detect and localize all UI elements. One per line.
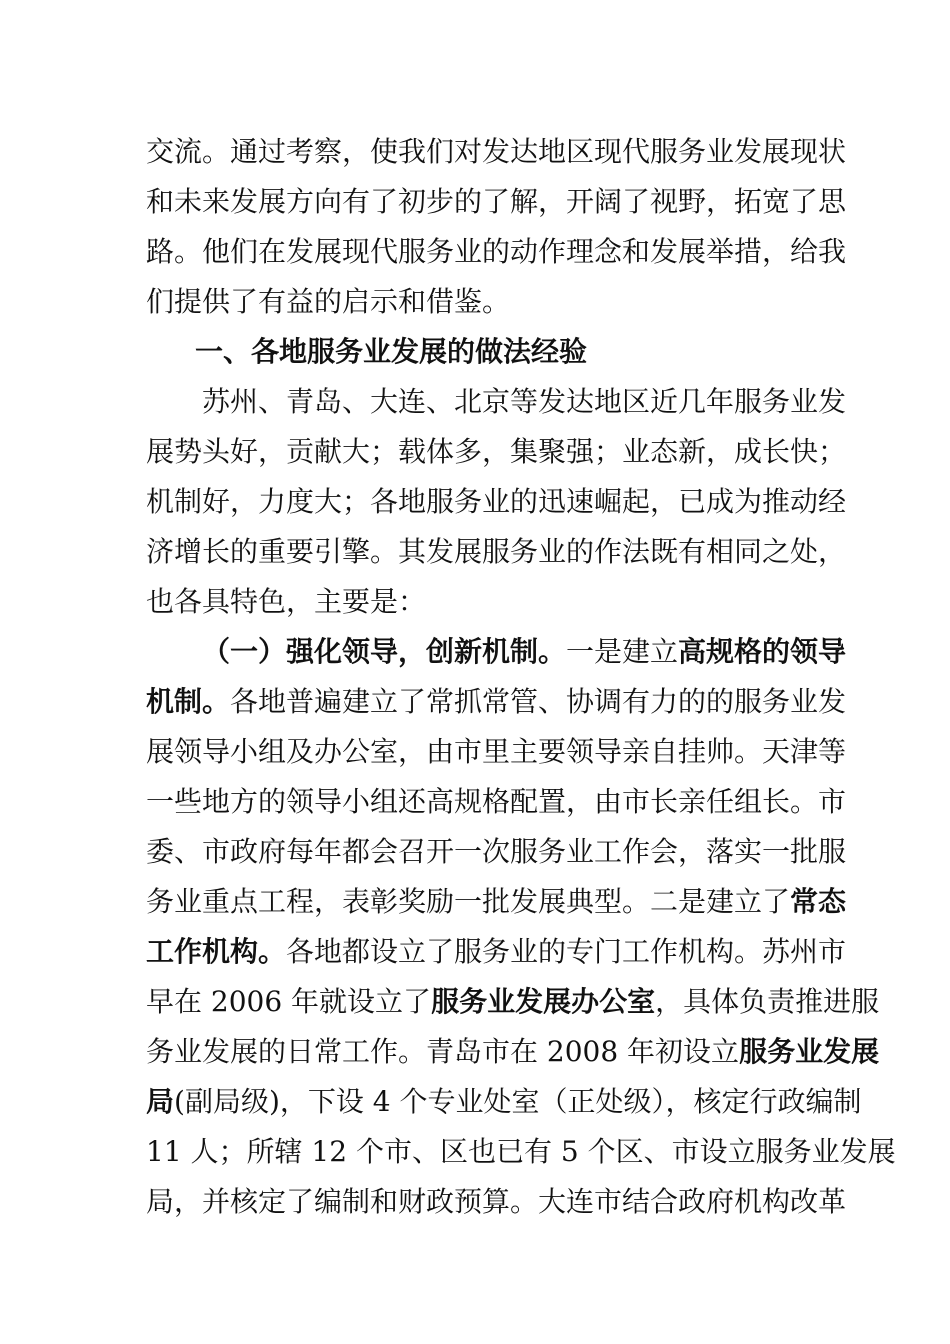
text-span: 务业发展的日常工作。青岛市在 2008 年初设立 [146,1035,740,1068]
overview-line-1: 苏州、青岛、大连、北京等发达地区近几年服务业发 [202,385,847,418]
leadership-line-4: 一些地方的领导小组还高规格配置，由市长亲任组长。市 [146,785,847,818]
leadership-line-5: 委、市政府每年都会召开一次服务业工作会，落实一批服 [146,835,847,868]
emphasis-span: 局 [146,1085,175,1118]
emphasis-span: 机制。 [146,685,231,718]
section-heading: 一、各地服务业发展的做法经验 [195,335,588,368]
emphasis-span: 服务业发展办公室 [431,985,656,1018]
overview-line-5: 也各具特色，主要是： [146,585,427,618]
emphasis-span: 常态 [790,885,847,918]
leadership-line-8 [146,977,880,1027]
overview-line-4: 济增长的重要引擎。其发展服务业的作法既有相同之处， [146,535,847,568]
emphasis-span: 高规格的领导 [678,635,847,668]
text-span: 早在 2006 年就设立了 [146,985,432,1018]
text-span: 各地都设立了服务业的专门工作机构。苏州市 [286,935,847,968]
leadership-line-12: 局，并核定了编制和财政预算。大连市结合政府机构改革 [146,1185,847,1218]
text-span: ，具体负责推进服 [655,985,880,1018]
overview-line-3: 机制好，力度大；各地服务业的迅速崛起，已成为推动经 [146,485,847,518]
text-span: (副局级)，下设 4 个专业处室（正处级），核定行政编制 [174,1085,862,1118]
intro-line-1: 交流。通过考察，使我们对发达地区现代服务业发展现状 [146,135,847,168]
leadership-line-3: 展领导小组及办公室，由市里主要领导亲自挂帅。天津等 [146,735,847,768]
leadership-line-11: 11 人；所辖 12 个市、区也已有 5 个区、市设立服务业发展 [146,1135,896,1168]
text-span: 务业重点工程，表彰奖励一批发展典型。二是建立了 [146,885,791,918]
leadership-line-10 [146,1077,862,1127]
leadership-line-6 [146,877,847,927]
subheading-strengthen-leadership: （一）强化领导，创新机制。 [202,635,567,668]
leadership-line-1 [202,627,847,677]
text-span: 一是建立 [566,635,679,668]
leadership-line-9 [146,1027,880,1077]
intro-line-2: 和未来发展方向有了初步的了解，开阔了视野，拓宽了思 [146,185,847,218]
leadership-line-7 [146,927,847,977]
emphasis-span: 工作机构。 [146,935,287,968]
intro-line-4: 们提供了有益的启示和借鉴。 [146,285,511,318]
intro-line-3: 路。他们在发展现代服务业的动作理念和发展举措，给我 [146,235,847,268]
overview-line-2: 展势头好，贡献大；载体多，集聚强；业态新，成长快； [146,435,847,468]
emphasis-span: 服务业发展 [739,1035,880,1068]
leadership-line-2 [146,677,847,727]
text-span: 各地普遍建立了常抓常管、协调有力的的服务业发 [230,685,847,718]
